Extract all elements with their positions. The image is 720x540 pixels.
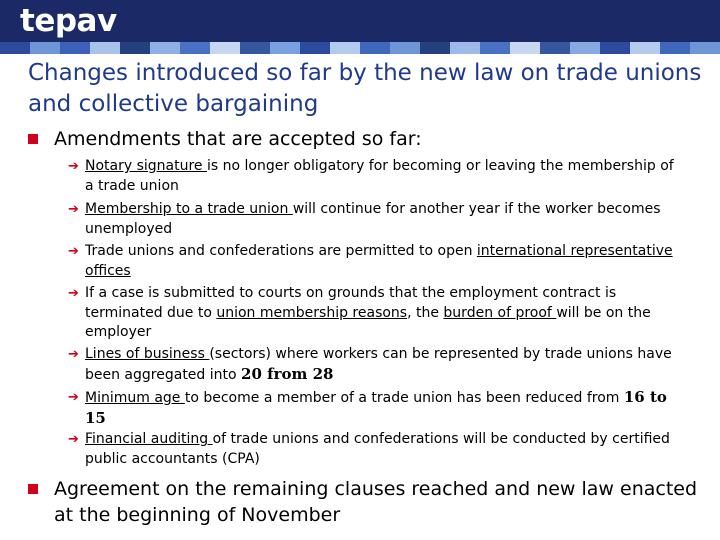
arrow-bullet-icon: ➔	[68, 159, 79, 174]
sub-item-text: will continue for another year if the worker becomes unemployed	[85, 201, 661, 237]
header-bar	[0, 0, 720, 42]
sub-item-text: is no longer obligatory for becoming or leaving the membership of a trade union	[85, 158, 674, 194]
underlined-term: Minimum age	[85, 390, 185, 406]
bullet-text: Amendments that are accepted so far:	[54, 128, 422, 150]
sub-item-text: of trade unions and confederations will be conducted by certified public accountants (CPA)	[85, 431, 670, 467]
underlined-term: Membership to a trade union	[85, 201, 293, 217]
slide-title: Changes introduced so far by the new law on trade unions and collective bargaining	[28, 60, 702, 117]
red-square-bullet-icon	[28, 134, 38, 144]
arrow-bullet-icon: ➔	[68, 202, 79, 217]
sub-item-text: Trade unions and confederations are permitted to open	[85, 243, 477, 259]
sub-item-minimum-age	[68, 388, 680, 429]
sub-item-text: to become a member of a trade union has been reduced from	[184, 390, 624, 406]
sub-item-notary	[68, 157, 680, 196]
sub-item-text: , the	[407, 304, 444, 321]
decorative-stripe	[0, 42, 720, 54]
sub-item-financial-auditing	[68, 430, 680, 469]
sub-item-lines-of-business	[68, 345, 680, 385]
bullet-agreement	[28, 476, 708, 528]
underlined-term: Financial auditing	[85, 431, 213, 447]
bullet-text: Agreement on the remaining clauses reached and new law enacted at the beginning of November	[54, 478, 698, 526]
tepav-logo: tepav	[20, 3, 117, 39]
sub-item-text: will be on the employer	[85, 304, 651, 340]
underlined-term: burden of proof	[443, 304, 557, 321]
underlined-term: international representative offices	[85, 243, 673, 279]
underlined-term: union membership reasons	[216, 304, 408, 321]
arrow-bullet-icon: ➔	[68, 390, 79, 405]
sub-item-courts	[68, 284, 680, 343]
underlined-term: Lines of business	[85, 346, 210, 362]
sub-item-text: If a case is submitted to courts on grounds that the employment contract is terminated due to	[85, 285, 617, 321]
arrow-bullet-icon: ➔	[68, 286, 79, 301]
sub-item-offices	[68, 242, 680, 281]
bold-value: 20 from 28	[241, 364, 334, 383]
sub-item-text: (sectors) where workers can be represented by trade unions have been aggregated into	[85, 346, 672, 383]
arrow-bullet-icon: ➔	[68, 347, 79, 362]
arrow-bullet-icon: ➔	[68, 432, 79, 447]
bold-value: 16 to 15	[85, 388, 667, 427]
underlined-term: Notary signature	[85, 158, 207, 174]
sub-item-membership	[68, 200, 680, 239]
arrow-bullet-icon: ➔	[68, 244, 79, 259]
bullet-amendments	[28, 126, 708, 152]
red-square-bullet-icon	[28, 484, 38, 494]
